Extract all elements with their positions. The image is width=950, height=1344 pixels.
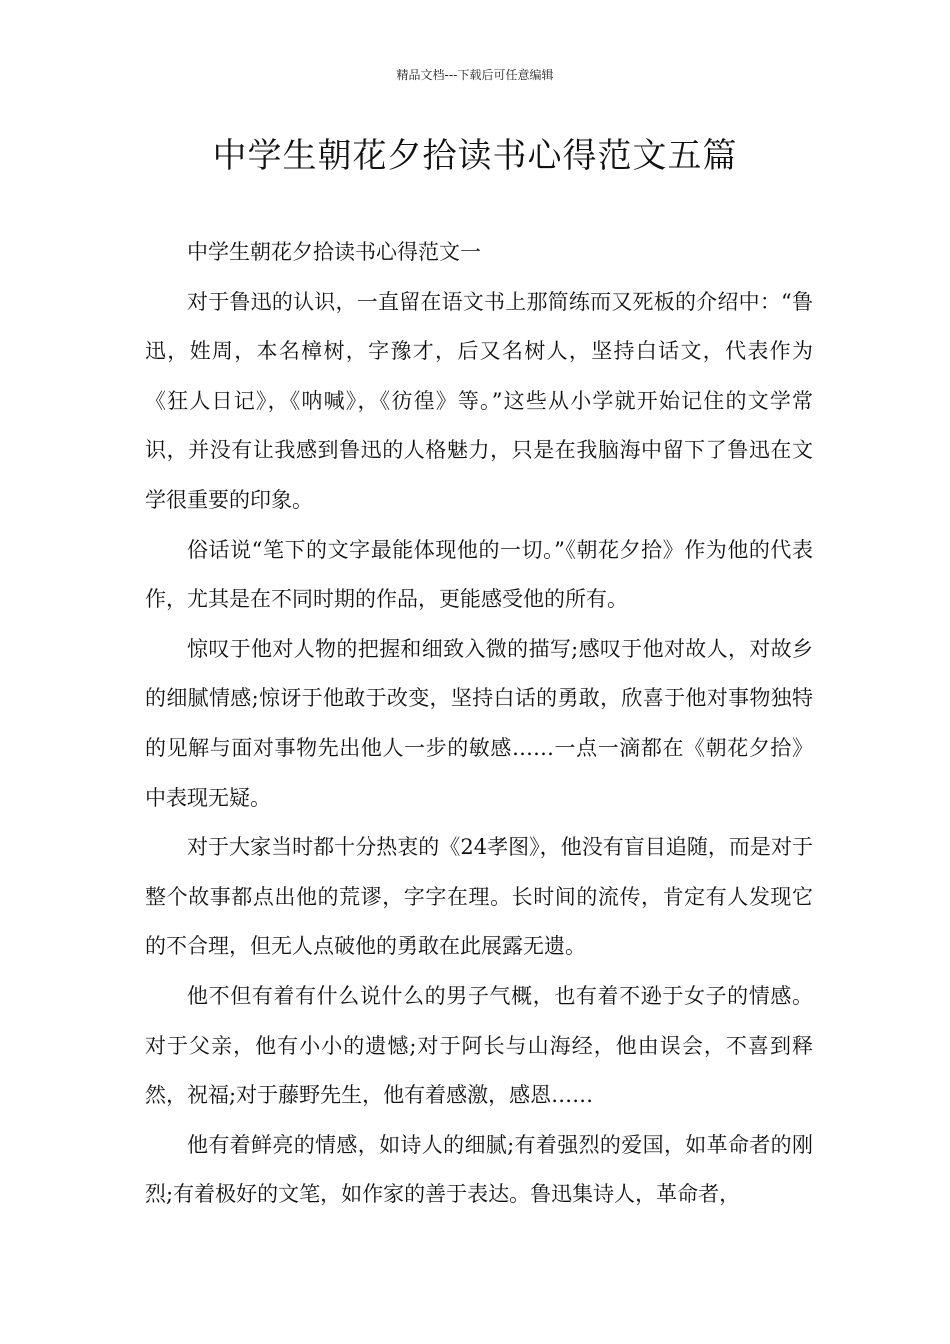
paragraph: 他有着鲜亮的情感，如诗人的细腻;有着强烈的爱国，如革命者的刚烈;有着极好的文笔，如作家的善于表达。鲁迅集诗人，革命者， [145, 1132, 813, 1207]
paragraph: 惊叹于他对人物的把握和细致入微的描写;感叹于他对故人，对故乡的细腻情感;惊讶于他敢于改变，坚持白话的勇敢，欣喜于他对事物独特的见解与面对事物先出他人一步的敏感……一点一滴都在《朝花夕拾》中表现无疑。 [145, 636, 813, 810]
header-note: 精品文档---下载后可任意编辑 [396, 68, 554, 82]
paragraph: 他不但有着有什么说什么的男子气概，也有着不逊于女子的情感。对于父亲，他有小小的遗憾;对于阿长与山海经，他由误会，不喜到释然，祝福;对于藤野先生，他有着感激，感恩…… [145, 983, 813, 1108]
paragraph: 对于鲁迅的认识，一直留在语文书上那简练而又死板的介绍中：“鲁迅，姓周，本名樟树，字豫才，后又名树人，坚持白话文，代表作为《狂人日记》，《呐喊》，《彷徨》等。”这些从小学就开始记住的文学常识，并没有让我感到鲁迅的人格魅力，只是在我脑海中留下了鲁迅在文学很重要的印象。 [145, 289, 813, 512]
document-body [145, 228, 813, 1220]
section-heading: 中学生朝花夕拾读书心得范文一 [187, 240, 481, 264]
paragraph: 对于大家当时都十分热衷的《24孝图》，他没有盲目追随，而是对于整个故事都点出他的荒谬，字字在理。长时间的流传，肯定有人发现它的不合理，但无人点破他的勇敢在此展露无遗。 [145, 835, 813, 959]
document-title: 中学生朝花夕拾读书心得范文五篇 [212, 136, 738, 176]
paragraph: 俗话说“笔下的文字最能体现他的一切。”《朝花夕拾》作为他的代表作，尤其是在不同时期的作品，更能感受他的所有。 [145, 537, 813, 612]
